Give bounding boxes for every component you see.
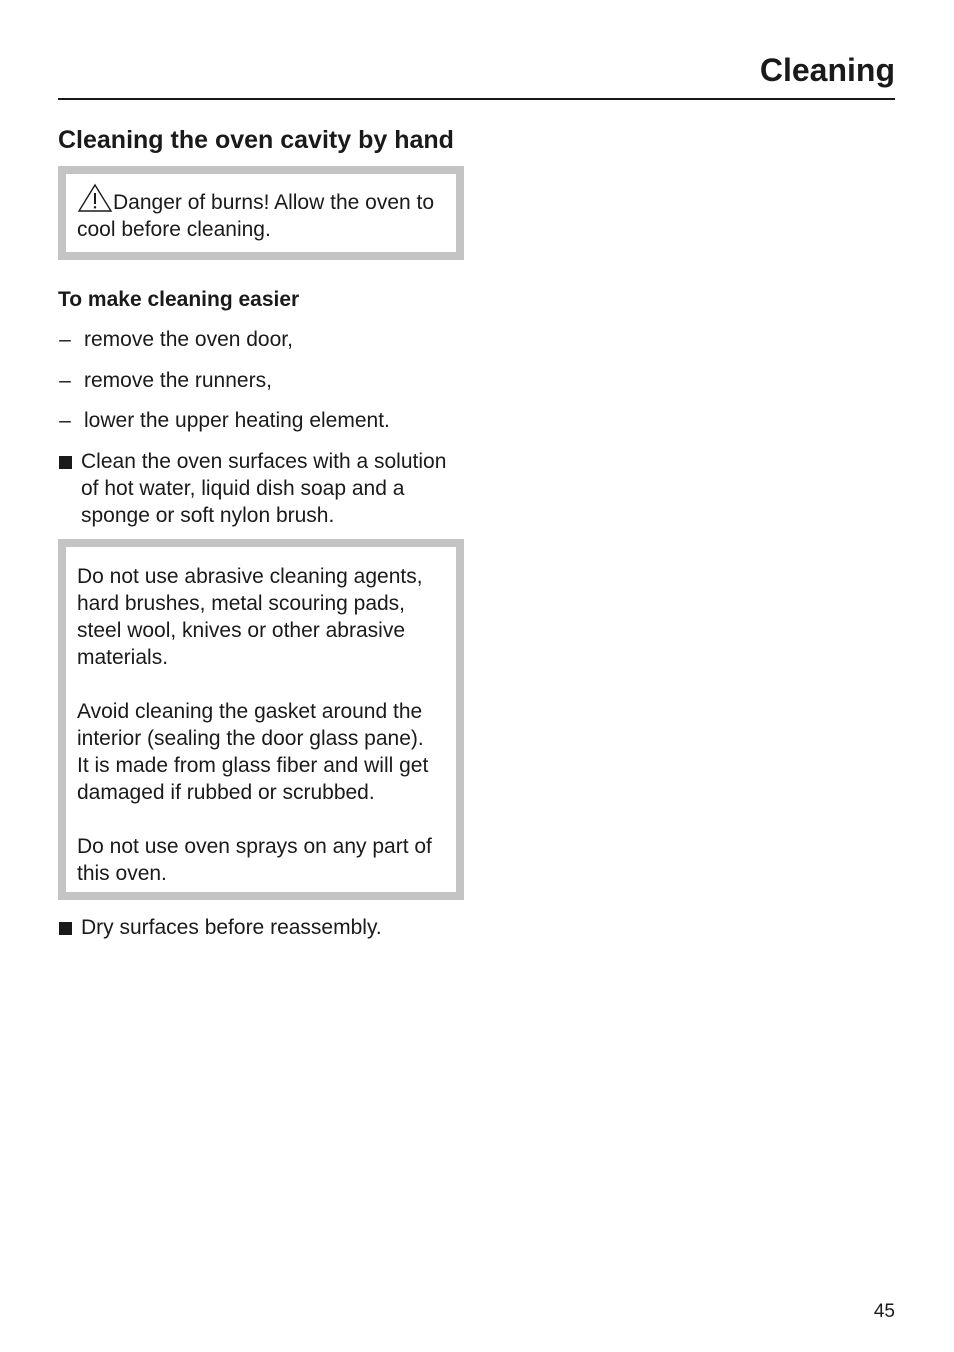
list-item — [58, 367, 464, 394]
caution-paragraph — [77, 698, 446, 806]
step-list — [58, 448, 464, 529]
step-item — [58, 914, 464, 941]
content-column — [58, 124, 464, 941]
step-list — [58, 914, 464, 941]
warning-box — [58, 166, 464, 260]
caution-paragraph: Do not use oven sprays on any part of this oven. — [77, 834, 432, 885]
step-text: Dry surfaces before reassembly. — [81, 915, 382, 939]
tips-heading: To make cleaning easier — [58, 288, 300, 311]
list-item — [58, 407, 464, 434]
caution-paragraph: Do not use abrasive cleaning agents, hard brushes, metal scouring pads, steel wool, knives or other abrasive materials. — [77, 564, 423, 669]
step-text: Clean the oven surfaces with a solution of hot water, liquid dish soap and a sponge or soft nylon brush. — [81, 449, 447, 527]
dash-marker: – — [59, 409, 71, 432]
square-bullet-icon — [59, 456, 72, 469]
tip-text: lower the upper heating element. — [84, 409, 390, 432]
section-title: Cleaning — [759, 52, 895, 88]
dash-marker: – — [59, 368, 71, 392]
header-rule — [58, 98, 895, 100]
square-bullet-icon — [59, 922, 72, 935]
step-item — [58, 448, 464, 529]
dash-marker: – — [59, 328, 71, 351]
caution-line: Avoid cleaning the gasket around the interior (sealing the door glass pane). — [77, 699, 424, 750]
tip-text: remove the runners, — [84, 368, 272, 392]
warning-text: Danger of burns! Allow the oven to cool before cleaning. — [77, 191, 435, 241]
caution-line: It is made from glass fiber and will get damaged if rubbed or scrubbed. — [77, 753, 429, 804]
page-heading: Cleaning the oven cavity by hand — [58, 126, 454, 154]
list-item — [58, 326, 464, 353]
tips-list — [58, 326, 464, 434]
caution-box — [58, 539, 464, 900]
tip-text: remove the oven door, — [84, 328, 293, 351]
warning-triangle-icon — [77, 183, 113, 213]
page-number: 45 — [873, 1301, 895, 1322]
